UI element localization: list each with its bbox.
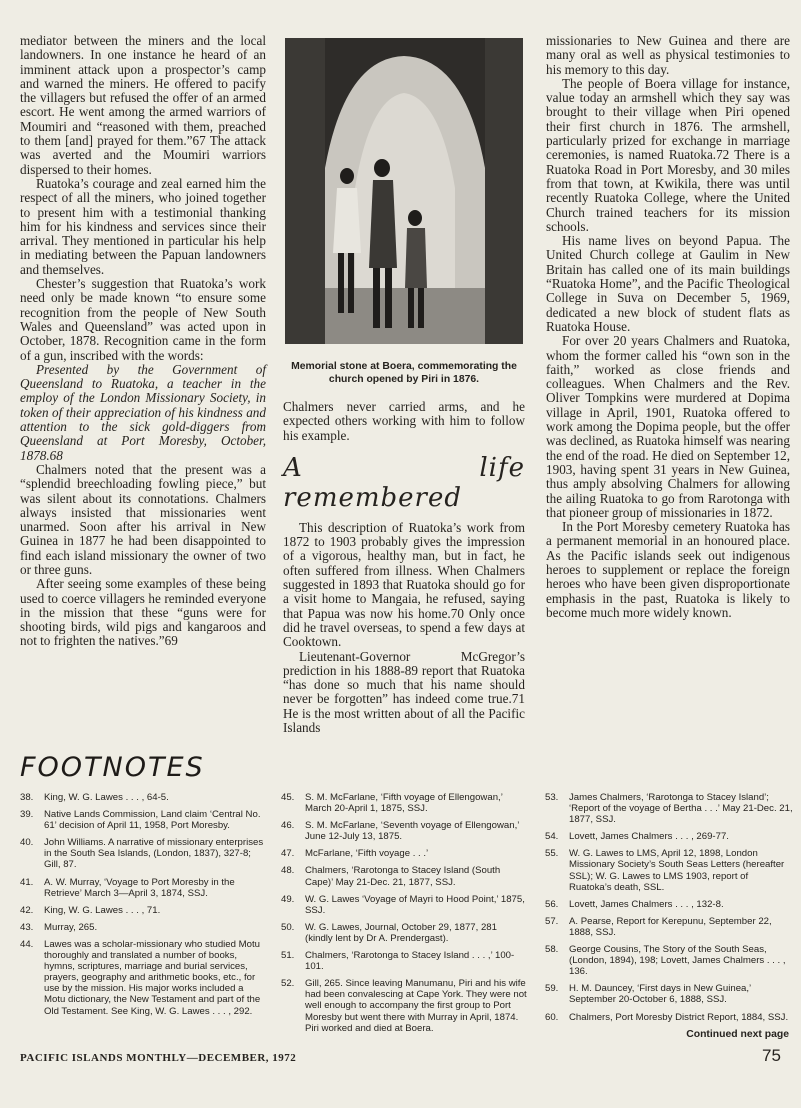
footnote-text: Chalmers, ‘Rarotonga to Stacey Island (South Cape)’ May 21-Dec. 21, 1877, SSJ. [305,865,501,888]
footnote [281,792,527,814]
footnote-number: 51. [281,950,295,962]
gun-inscription-quote: Presented by the Government of Queensland to Ruatoka, a teacher in the employ of the London Missionary Society, in token of their appreciation of his kindness and attention to the sick gold-diggers from Queensland at Port Moresby, October, 1878.68 [20,361,266,463]
footnote [20,877,264,899]
footnote-number: 39. [20,809,34,821]
footnote-text: Lovett, James Chalmers . . . , 269-77. [569,831,729,843]
footnote-number: 60. [545,1011,559,1023]
footnote [20,905,264,916]
footnote-text: Gill, 265. Since leaving Manumanu, Piri and his wife had been convalescing at Cape York. They were not well enough to accompany the first group to Port Moresby but went there with Murray in April, 1874. Piri worked and died at Boera. [305,978,527,1034]
footnote-number: 48. [281,865,295,877]
footnote-text: Chalmers, Port Moresby District Report, 1884, SSJ. [569,1011,789,1023]
footnotes-column-1 [20,792,264,1023]
paragraph: After seeing some examples of these being used to coerce villagers he reminded everyone in the mission that these “guns were for shooting birds, wild pigs and kangaroos and not to frighten the natives.”69 [20,576,266,649]
footnote-number: 44. [20,938,34,950]
footnote [545,1012,793,1023]
article-column-3 [546,34,790,620]
footnotes-column-3 [545,792,793,1040]
photo-caption: Memorial stone at Boera, commemorating the church opened by Piri in 1876. [291,361,517,385]
footnote [281,848,527,859]
paragraph: Chalmers never carried arms, and he expected others working with him to follow his example. [283,399,525,443]
footnote-text: King, W. G. Lawes . . . , 64-5. [44,792,169,803]
footnote-number: 50. [281,921,295,933]
footnote-number: 47. [281,848,295,860]
footnote-text: W. G. Lawes, Journal, October 29, 1877, 281 (kindly lent by Dr A. Prendergast). [305,921,497,944]
footnote-number: 42. [20,904,34,916]
footnote [545,944,793,977]
footnote-text: Lawes was a scholar-missionary who studied Motu thoroughly and translated a number of books, hymns, scriptures, marriage and burial services, prayers, geography and arithmetic books, etc., for use by the mission. His major works included a Motu dictionary, the New Testament and part of the Old Testament. See King, W. G. Lawes . . . , 292. [44,938,261,1017]
footnote-text: W. G. Lawes to LMS, April 12, 1898, London Missionary Society’s South Seas Letters (hereafter SSL); W. G. Lawes to LMS 1903, report of Ruatoka’s death, SSL. [569,848,785,893]
paragraph: For over 20 years Chalmers and Ruatoka, whom the former called his “own son in the faith,” worked as close friends and colleagues. When Chalmers and the Rev. Oliver Tompkins were murdered at Dopima village in April, 1901, Ruatoka offered to work among the Dopima people, but the offer was declined, as Ruatoka himself was nearing the end of the road. He died on September 12, 1903, having spent 31 years in New Guinea, thus amply absolving Chalmers for allowing the ailing Ruatoka to go from Rarotonga with that pioneer group of missionaries in 1872. [546,333,790,520]
paragraph: Chester’s suggestion that Ruatoka’s work need only be made known “to ensure some recognition from the people of New South Wales and Queensland” was acted upon in October, 1878. Recognition came in the form of a gun, inscribed with the words: [20,276,266,363]
footnote-text: A. W. Murray, ‘Voyage to Port Moresby in the Retrieve’ March 3—April 3, 1874, SSJ. [44,876,235,899]
footnote-number: 45. [281,792,295,803]
footnote [281,950,527,972]
paragraph: This description of Ruatoka’s work from 1872 to 1903 probably gives the impression of a vigorous, healthy man, but in fact, he often suffered from illness. When Chalmers suggested in 1893 that Ruatoka should go for a visit home to Mangaia, he refused, saying that Papua was now his home.70 Only once did he travel overseas, to spend a few days at Cooktown. [283,519,525,650]
footnote [20,939,264,1017]
footnote-text: Murray, 265. [44,921,98,933]
footnote-text: H. M. Dauncey, ‘First days in New Guinea,’ September 20-October 6, 1888, SSJ. [569,983,751,1006]
footnote [545,848,793,892]
footnotes-title: FOOTNOTES [20,752,205,783]
footnote [545,983,793,1005]
footnote-text: Lovett, James Chalmers . . . , 132-8. [569,898,724,910]
footnote [545,831,793,842]
paragraph: His name lives on beyond Papua. The United Church college at Gaulim in New Britain has called one of its main buildings “Ruatoka Home”, and the Pacific Theological College in Suva on December 5, 1969, dedicated a new block of student flats as Ruatoka House. [546,233,790,334]
footnote [20,792,264,803]
footnote-number: 55. [545,848,559,860]
footnote-text: A. Pearse, Report for Kerepunu, September 22, 1888, SSJ. [569,915,772,938]
continued-next-page: Continued next page [686,1028,789,1040]
footnote-number: 46. [281,820,295,832]
publication-footer: PACIFIC ISLANDS MONTHLY—DECEMBER, 1972 [20,1052,297,1064]
footnote [281,894,527,916]
footnote-number: 40. [20,837,34,849]
footnotes-column-2 [281,792,527,1040]
footnote-number: 38. [20,792,34,803]
article-column-2 [283,400,525,735]
paragraph: mediator between the miners and the local landowners. In one instance he heard of an imminent attack upon a prospector’s camp and warned the miners. He offered to pacify the villagers but refused the offer of an armed escort. He went among the armed warriors of Moumiri and “reasoned with them, preached to them [and] prayed for them.”67 The attack was averted and the Moumiri warriors dispersed to their homes. [20,33,266,177]
footnote-number: 53. [545,792,559,803]
article-column-1 [20,34,266,649]
paragraph: Lieutenant-Governor McGregor’s prediction in his 1888-89 report that Ruatoka “has done so much that his name should never be forgotten” has indeed come true.71 He is the most written about of all the Pacific Islands [283,648,525,736]
footnote [20,837,264,870]
footnote-text: S. M. McFarlane, ‘Seventh voyage of Ellengowan,’ June 12-July 13, 1875. [305,820,520,843]
footnote-text: John Williams. A narrative of missionary enterprises in the South Sea Islands, (London, 1837), 327-8; Gill, 87. [44,837,264,871]
paragraph: missionaries to New Guinea and there are many oral as well as physical testimonies to his memory to this day. [546,33,790,77]
footnote [545,792,793,825]
footnote [545,899,793,910]
page-number: 75 [762,1046,781,1065]
footnote-text: McFarlane, ‘Fifth voyage . . .’ [305,848,429,860]
footnote-text: George Cousins, The Story of the South Seas, (London, 1894), 198; Lovett, James Chalmers . . . , 136. [569,944,786,978]
memorial-stone-photo [285,38,523,344]
footnote-text: James Chalmers, ‘Rarotonga to Stacey Island’; ‘Report of the voyage of Bertha . . .’ May 21-Dec. 21, 1877, SSJ. [569,792,793,826]
footnote-text: King, W. G. Lawes . . . , 71. [44,904,161,916]
footnote-number: 58. [545,944,559,956]
footnote-number: 54. [545,831,559,843]
paragraph: The people of Boera village for instance, value today an armshell which they say was brought to their village when Piri opened their first church in 1876. The armshell, particularly prized for exchange in marriage ceremonies, is named Ruatoka.72 There is a Ruatoka Road in Port Moresby, and 30 miles from that town, at Kwikila, there was until recently Ruatoka College, where the United Church trained teachers for its mission schools. [546,75,790,234]
footnote [20,809,264,831]
footnote [545,916,793,938]
paragraph: Ruatoka’s courage and zeal earned him the respect of all the miners, who joined together to present him with a testimonial thanking him for his kindness and services since their arrival. They mentioned in particular his help in mediating between the Papuan landowners and themselves. [20,175,266,277]
footnote-number: 41. [20,876,34,888]
footnote-text: Native Lands Commission, Land claim ‘Central No. 61’ decision of April 11, 1958, Port Moresby. [44,809,261,832]
footnote-number: 52. [281,978,295,990]
footnote-text: Chalmers, ‘Rarotonga to Stacey Island . . . ,’ 100-101. [305,950,515,973]
footnote [281,820,527,842]
footnote [20,922,264,933]
footnote [281,865,527,887]
footnote-text: W. G. Lawes ‘Voyage of Mayri to Hood Point,’ 1875, SSJ. [305,893,525,916]
footnote-number: 43. [20,921,34,933]
footnote [281,922,527,944]
footnote-number: 59. [545,983,559,995]
footnote-number: 57. [545,915,559,927]
footnote-text: S. M. McFarlane, ‘Fifth voyage of Ellengowan,’ March 20-April 1, 1875, SSJ. [305,792,503,815]
paragraph: Chalmers noted that the present was a “splendid breechloading fowling piece,” but was silent about its connotations. Chalmers always insisted that missionaries went unarmed. Soon after his arrival in New Guinea in 1877 he had been disappointed to find each island missionary the owner of two or three guns. [20,461,266,577]
footnote-number: 49. [281,893,295,905]
section-heading: A life remembered [283,452,525,513]
footnote [281,978,527,1033]
footnote-number: 56. [545,898,559,910]
paragraph: In the Port Moresby cemetery Ruatoka has a permanent memorial in an honoured place. As the Pacific islands seek out indigenous heroes to supplement or replace the foreign heroes who have been given disproportionate emphasis in the past, Ruatoka is likely to become much more widely known. [546,519,790,620]
